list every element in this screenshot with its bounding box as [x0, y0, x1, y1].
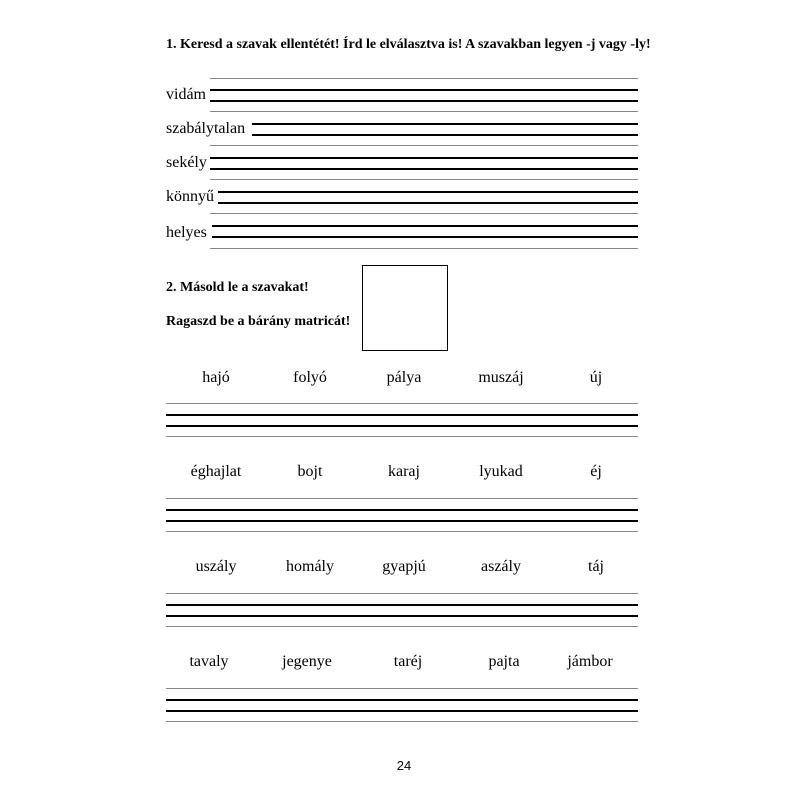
copy-word: aszály: [481, 558, 521, 575]
copy-word: homály: [286, 558, 334, 575]
copy-word: pajta: [488, 653, 520, 670]
sticker-placeholder-box: [362, 265, 448, 351]
page-number: 24: [396, 758, 412, 773]
antonym-word: helyes: [166, 224, 207, 241]
exercise-1-title: 1. Keresd a szavak ellentétét! Írd le elválasztva is! A szavakban legyen -j vagy -ly!: [166, 37, 651, 52]
copy-word: lyukad: [479, 463, 523, 480]
copy-word: táj: [588, 558, 604, 575]
copy-word: jegenye: [282, 653, 332, 670]
copy-word: jámbor: [567, 653, 613, 670]
copy-word: bojt: [297, 463, 323, 480]
antonym-word: szabálytalan: [166, 120, 246, 137]
copy-word: tavaly: [189, 653, 229, 670]
copy-word: éghajlat: [190, 463, 242, 480]
antonym-word: sekély: [166, 154, 207, 171]
exercise-2-instruction: Ragaszd be a bárány matricát!: [166, 314, 351, 329]
copy-word: új: [589, 369, 603, 386]
copy-word: folyó: [293, 369, 327, 386]
copy-word: taréj: [393, 653, 423, 670]
antonym-word: vidám: [166, 86, 206, 103]
copy-word: muszáj: [478, 369, 524, 386]
copy-word: karaj: [388, 463, 420, 480]
copy-word: hajó: [202, 369, 230, 386]
copy-word: pálya: [386, 369, 422, 386]
copy-word: uszály: [195, 558, 237, 575]
copy-word: gyapjú: [382, 558, 426, 575]
antonym-word: könnyű: [166, 188, 214, 205]
exercise-2-title: 2. Másold le a szavakat!: [166, 280, 309, 295]
copy-word: éj: [590, 463, 602, 480]
